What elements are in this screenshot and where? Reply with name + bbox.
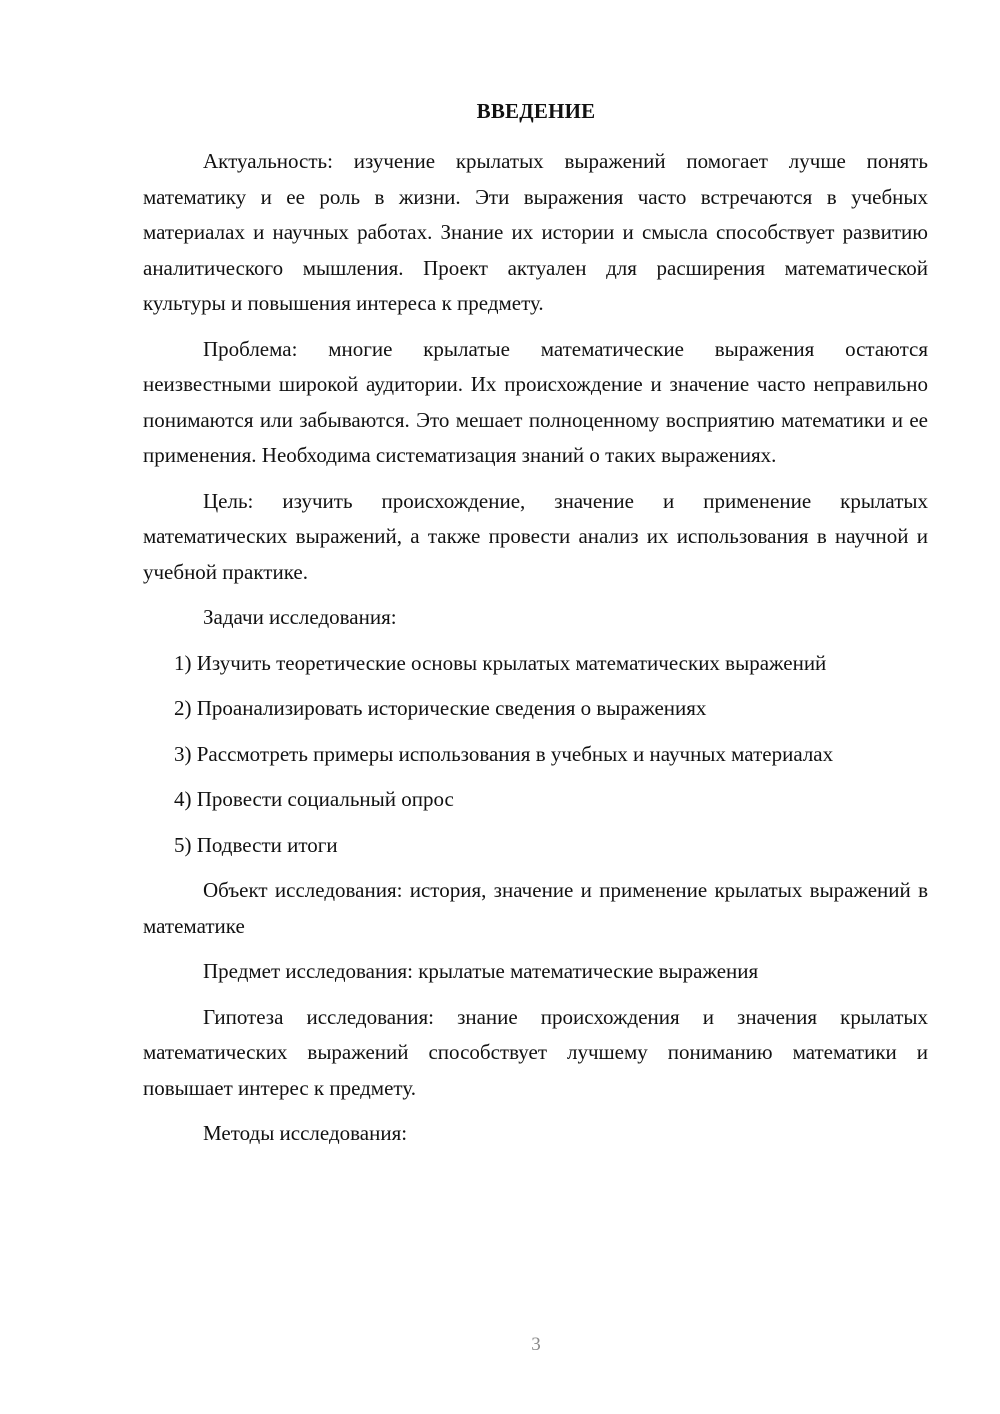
task-item-2: 2) Проанализировать исторические сведения о выражениях <box>174 696 707 720</box>
hypothesis-paragraph: Гипотеза исследования: знание происхождения и значения крылатых математических выражений способствует лучшему пониманию математики и повышает интерес к предмету. <box>143 1004 928 1100</box>
page-number: 3 <box>531 1334 541 1355</box>
document-body <box>143 144 928 1162</box>
task-item-5: 5) Подвести итоги <box>174 832 338 857</box>
research-object-paragraph: Объект исследования: история, значение и применение крылатых выражений в математике <box>143 878 928 938</box>
problem-paragraph: Проблема: многие крылатые математические выражения остаются неизвестными широкой аудитории. Их происхождение и значение часто неправильно понимаются или забываются. Это мешает полноценному восприятию математики и ее применения. Необходима систематизация знаний о таких выражениях. <box>143 336 928 467</box>
task-item-3: 3) Рассмотреть примеры использования в учебных и научных материалах <box>174 741 834 766</box>
research-subject-paragraph: Предмет исследования: крылатые математические выражения <box>203 959 759 983</box>
goal-paragraph: Цель: изучить происхождение, значение и применение крылатых математических выражений, а также провести анализ их использования в научной и учебной практике. <box>143 488 928 584</box>
page-title: ВВЕДЕНИЕ <box>476 99 596 123</box>
task-item-4: 4) Провести социальный опрос <box>174 787 454 811</box>
tasks-heading: Задачи исследования: <box>203 605 397 629</box>
task-item-1: 1) Изучить теоретические основы крылатых математических выражений <box>174 650 827 675</box>
relevance-paragraph: Актуальность: изучение крылатых выражений помогает лучше понять математику и ее роль в жизни. Эти выражения часто встречаются в учебных материалах и научных работах. Знание их истории и смысла способствует развитию аналитического мышления. Проект актуален для расширения математической культуры и повышения интереса к предмету. <box>143 149 928 315</box>
methods-heading: Методы исследования: <box>203 1121 408 1145</box>
